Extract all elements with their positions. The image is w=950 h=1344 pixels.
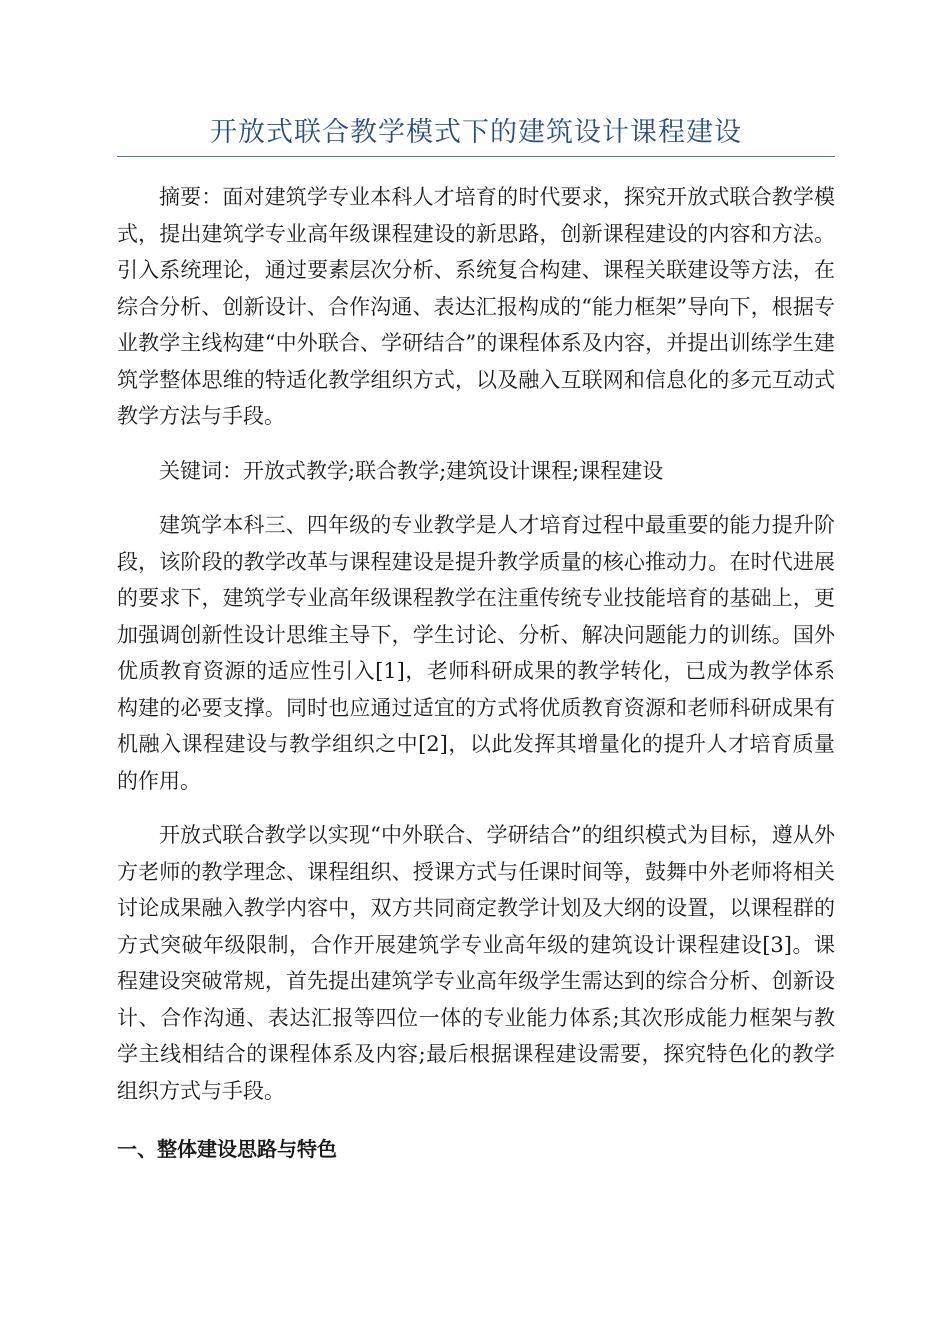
body-paragraph-2: 开放式联合教学以实现“中外联合、学研结合”的组织模式为目标，遵从外方老师的教学理念、课程组织、授课方式与任课时间等，鼓舞中外老师将相关讨论成果融入教学内容中，双方共同商定教学计划及大纲的设置，以课程群的方式突破年级限制，合作开展建筑学专业高年级的建筑设计课程建设[3]。课程建设突破常规，首先提出建筑学专业高年级学生需达到的综合分析、创新设计、合作沟通、表达汇报等四位一体的专业能力体系;其次形成能力框架与教学主线相结合的课程体系及内容;最后根据课程建设需要，探究特色化的教学组织方式与手段。 (117, 823, 835, 1103)
abstract-paragraph: 摘要：面对建筑学专业本科人才培育的时代要求，探究开放式联合教学模式，提出建筑学专业高年级课程建设的新思路，创新课程建设的内容和方法。引入系统理论，通过要素层次分析、系统复合构建、课程关联建设等方法，在综合分析、创新设计、合作沟通、表达汇报构成的“能力框架”导向下，根据专业教学主线构建“中外联合、学研结合”的课程体系及内容，并提出训练学生建筑学整体思维的特适化教学组织方式，以及融入互联网和信息化的多元互动式教学方法与手段。 (117, 185, 835, 428)
document-title: 开放式联合教学模式下的建筑设计课程建设 (117, 112, 835, 157)
section-heading: 一、整体建设思路与特色 (117, 1137, 337, 1161)
document-page (117, 112, 835, 1167)
keywords-line: 关键词：开放式教学;联合教学;建筑设计课程;课程建设 (159, 458, 664, 483)
body-paragraph-1: 建筑学本科三、四年级的专业教学是人才培育过程中最重要的能力提升阶段，该阶段的教学改革与课程建设是提升教学质量的核心推动力。在时代进展的要求下，建筑学专业高年级课程教学在注重传统专业技能培育的基础上，更加强调创新性设计思维主导下，学生讨论、分析、解决问题能力的训练。国外优质教育资源的适应性引入[1]，老师科研成果的教学转化，已成为教学体系构建的必要支撑。同时也应通过适宜的方式将优质教育资源和老师科研成果有机融入课程建设与教学组织之中[2]，以此发挥其增量化的提升人才培育质量的作用。 (117, 513, 835, 793)
